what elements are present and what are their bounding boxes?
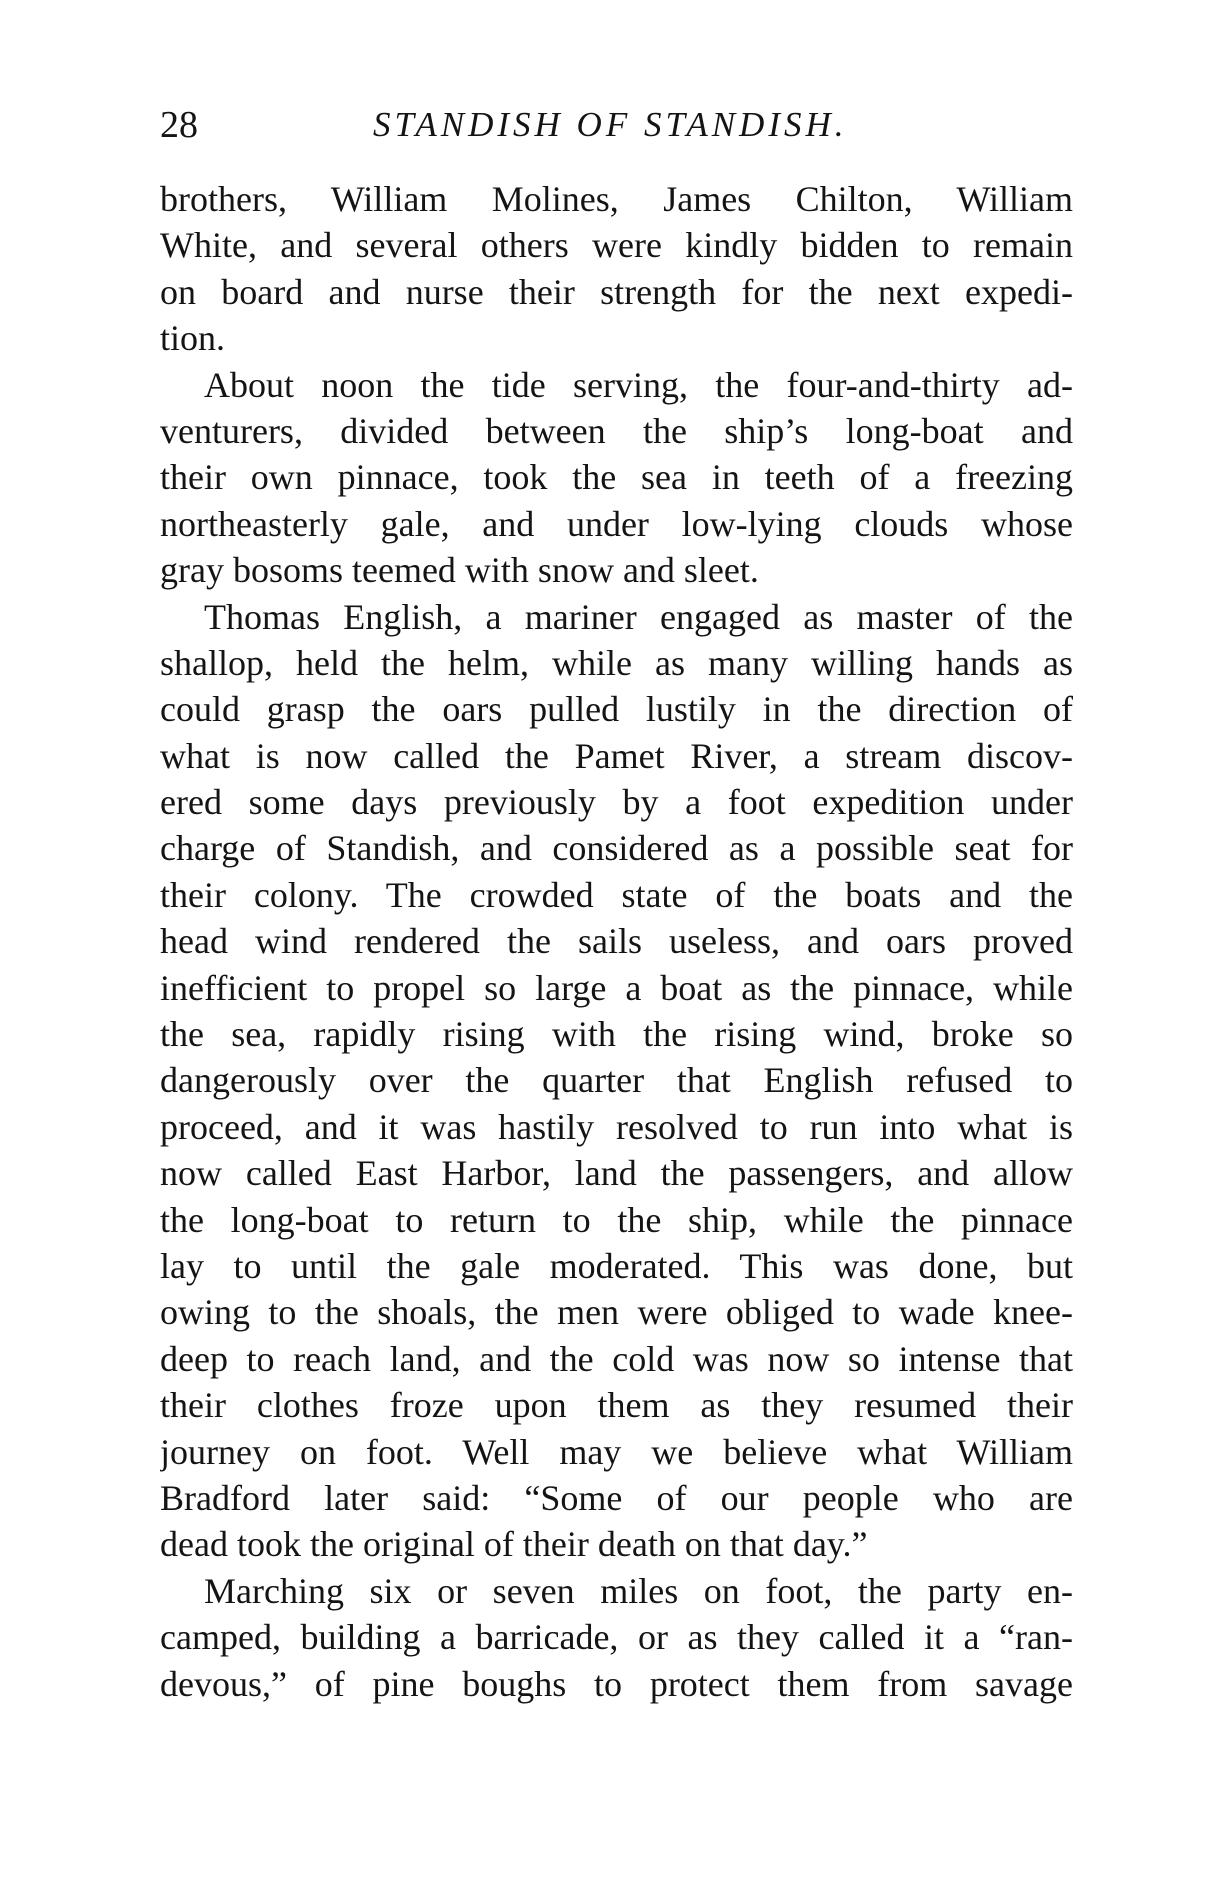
text-line: shallop, held the helm, while as many willing hands as bbox=[160, 642, 1073, 683]
text-line: dangerously over the quarter that English refused to bbox=[160, 1060, 1073, 1101]
text-line: ered some days previously by a foot expedition under bbox=[160, 782, 1073, 823]
text-line: their colony. The crowded state of the boats and the bbox=[160, 874, 1073, 915]
text-line: the sea, rapidly rising with the rising wind, broke so bbox=[160, 1014, 1073, 1055]
text-line: journey on foot. Well may we believe what William bbox=[160, 1431, 1073, 1472]
text-line: could grasp the oars pulled lustily in the direction of bbox=[160, 689, 1073, 730]
text-line: Bradford later said: “Some of our people who are bbox=[160, 1477, 1073, 1518]
text-line: charge of Standish, and considered as a possible seat for bbox=[160, 828, 1073, 869]
running-title: STANDISH OF STANDISH. bbox=[373, 105, 848, 144]
text-line: the long-boat to return to the ship, while the pinnace bbox=[160, 1199, 1073, 1240]
text-line: gray bosoms teemed with snow and sleet. bbox=[160, 550, 759, 591]
text-line: dead took the original of their death on that day.” bbox=[160, 1524, 868, 1565]
text-line: camped, building a barricade, or as they called it a “ran- bbox=[160, 1617, 1073, 1658]
text-line: northeasterly gale, and under low-lying clouds whose bbox=[160, 503, 1073, 544]
text-line: what is now called the Pamet River, a stream discov- bbox=[160, 735, 1073, 776]
text-line: brothers, William Molines, James Chilton, William bbox=[160, 179, 1073, 219]
text-line: head wind rendered the sails useless, and oars proved bbox=[160, 921, 1073, 962]
body-text bbox=[160, 176, 1073, 1707]
text-line: Thomas English, a mariner engaged as master of the bbox=[204, 596, 1073, 637]
text-line: venturers, divided between the ship’s long-boat and bbox=[160, 410, 1073, 451]
text-line: on board and nurse their strength for the next expedi- bbox=[160, 271, 1073, 312]
text-line: inefficient to propel so large a boat as the pinnace, while bbox=[160, 967, 1073, 1008]
text-line: tion. bbox=[160, 318, 226, 359]
text-line: Marching six or seven miles on foot, the party en- bbox=[204, 1570, 1073, 1611]
page-header bbox=[160, 100, 1080, 150]
text-line: their clothes froze upon them as they resumed their bbox=[160, 1385, 1073, 1426]
text-line: now called East Harbor, land the passengers, and allow bbox=[160, 1153, 1073, 1194]
page-number: 28 bbox=[160, 104, 198, 146]
text-line: owing to the shoals, the men were obliged to wade knee- bbox=[160, 1292, 1073, 1333]
text-line: their own pinnace, took the sea in teeth of a freezing bbox=[160, 457, 1073, 498]
text-line: devous,” of pine boughs to protect them from savage bbox=[160, 1663, 1073, 1704]
text-line: lay to until the gale moderated. This was done, but bbox=[160, 1245, 1073, 1286]
text-line: About noon the tide serving, the four-and-thirty ad- bbox=[204, 364, 1073, 405]
text-line: White, and several others were kindly bidden to remain bbox=[160, 225, 1073, 266]
text-line: deep to reach land, and the cold was now so intense that bbox=[160, 1338, 1073, 1379]
text-line: proceed, and it was hastily resolved to run into what is bbox=[160, 1106, 1073, 1147]
